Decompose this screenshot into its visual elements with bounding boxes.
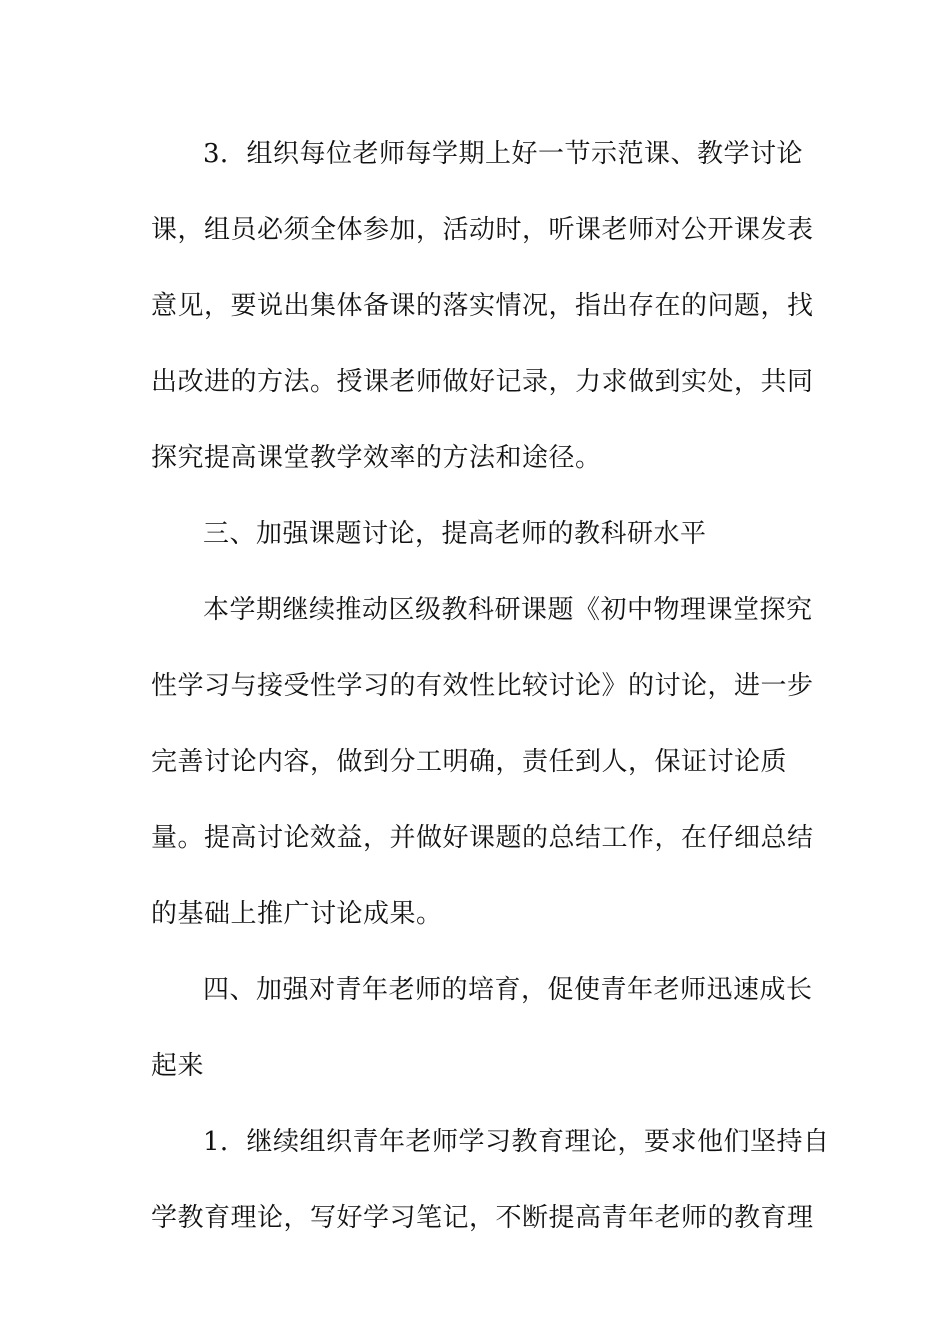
text-line: 出改进的方法。授课老师做好记录，力求做到实处，共同 xyxy=(151,367,814,397)
text-line: 意见，要说出集体备课的落实情况，指出存在的问题，找 xyxy=(151,291,814,321)
section-heading-continued: 起来 xyxy=(151,1051,205,1081)
text-line: 性学习与接受性学习的有效性比较讨论》的讨论，进一步 xyxy=(151,671,814,701)
section-heading: 四、加强对青年老师的培育，促使青年老师迅速成长 xyxy=(203,975,813,1005)
text-line: 学教育理论，写好学习笔记，不断提高青年老师的教育理 xyxy=(151,1203,814,1233)
text-line: 量。提高讨论效益，并做好课题的总结工作，在仔细总结 xyxy=(151,823,814,853)
text-line: 的基础上推广讨论成果。 xyxy=(151,899,443,929)
text-line: 探究提高课堂教学效率的方法和途径。 xyxy=(151,443,602,473)
text-line: 1．继续组织青年老师学习教育理论，要求他们坚持自 xyxy=(203,1127,830,1157)
section-heading: 三、加强课题讨论，提高老师的教科研水平 xyxy=(203,519,707,549)
text-line: 课，组员必须全体参加，活动时，听课老师对公开课发表 xyxy=(151,215,814,245)
text-line: 完善讨论内容，做到分工明确，责任到人，保证讨论质 xyxy=(151,747,788,777)
text-line: 3．组织每位老师每学期上好一节示范课、教学讨论 xyxy=(203,139,804,169)
text-line: 本学期继续推动区级教科研课题《初中物理课堂探究 xyxy=(203,595,813,625)
document-body xyxy=(151,132,830,1272)
